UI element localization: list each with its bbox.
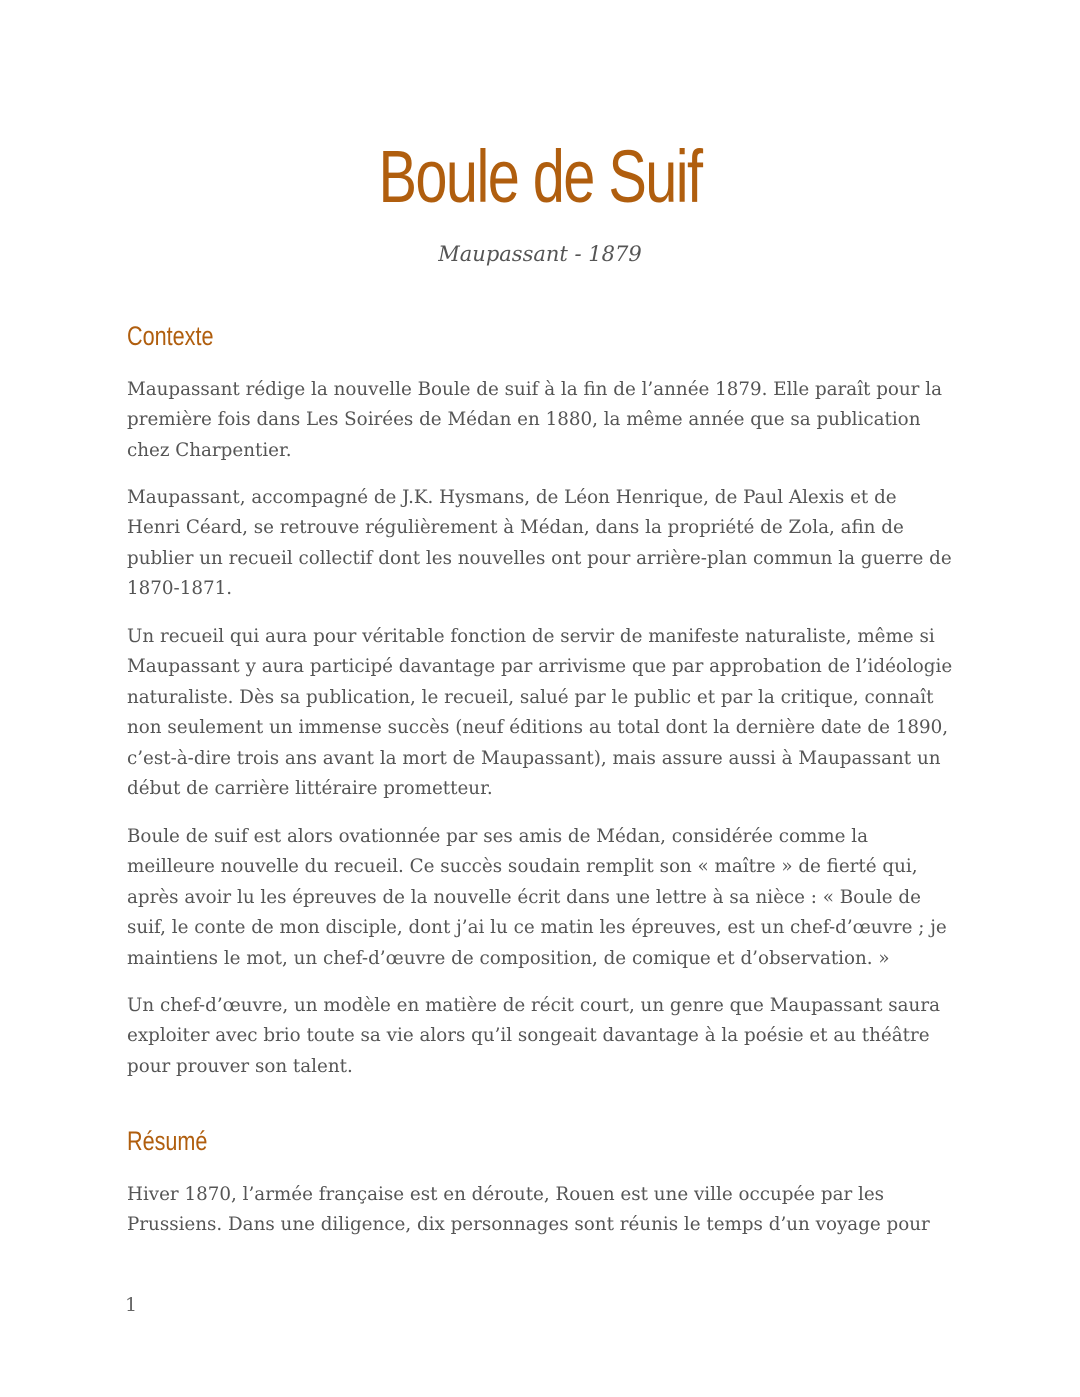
paragraph: Maupassant, accompagné de J.K. Hysmans, de Léon Henrique, de Paul Alexis et de Henri Céard, se retrouve régulièrement à Médan, dans la propriété de Zola, afin de publier un recueil collectif dont les nouvelles ont pour arrière-plan commun la guerre de 1870-1871. bbox=[127, 487, 952, 600]
paragraph: Un chef-d’œuvre, un modèle en matière de récit court, un genre que Maupassant saura exploiter avec brio toute sa vie alors qu’il songeait davantage à la poésie et au théâtre pour prouver son talent. bbox=[127, 995, 940, 1077]
section-heading-contexte: Contexte bbox=[127, 321, 214, 351]
paragraph: Hiver 1870, l’armée française est en déroute, Rouen est une ville occupée par les Prussiens. Dans une diligence, dix personnages sont réunis le temps d’un voyage pour bbox=[127, 1184, 930, 1236]
paragraph: Maupassant rédige la nouvelle Boule de suif à la fin de l’année 1879. Elle paraît pour la première fois dans Les Soirées de Médan en 1880, la même année que sa publication chez Charpentier. bbox=[127, 379, 942, 461]
paragraph: Un recueil qui aura pour véritable fonction de servir de manifeste naturaliste, même si Maupassant y aura participé davantage par arrivisme que par approbation de l’idéologie naturaliste. Dès sa publication, le recueil, salué par le public et par la critique, connaît non seulement un immense succès (neuf éditions au total dont la dernière date de 1890, c’est-à-dire trois ans avant la mort de Maupassant), mais assure aussi à Maupassant un début de carrière littéraire prometteur. bbox=[127, 626, 953, 800]
section-heading-resume: Résumé bbox=[127, 1126, 208, 1156]
page-number: 1 bbox=[125, 1294, 138, 1316]
document-subtitle: Maupassant - 1879 bbox=[438, 242, 642, 266]
paragraph: Boule de suif est alors ovationnée par ses amis de Médan, considérée comme la meilleure nouvelle du recueil. Ce succès soudain remplit son « maître » de fierté qui, après avoir lu les épreuves de la nouvelle écrit dans une lettre à sa nièce : « Boule de suif, le conte de mon disciple, dont j’ai lu ce matin les épreuves, est un chef-d’œuvre ; je maintiens le mot, un chef-d’œuvre de composition, de comique et d’observation. » bbox=[127, 826, 947, 969]
document-title: Boule de Suif bbox=[378, 135, 702, 218]
